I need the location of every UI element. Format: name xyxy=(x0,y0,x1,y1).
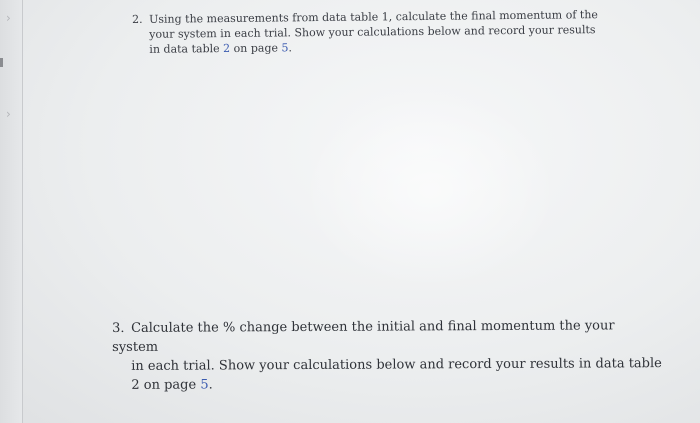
question-3-line-3-prefix: 2 on page xyxy=(131,377,201,393)
question-2-line-3-suffix: . xyxy=(288,41,293,55)
sidebar-strip xyxy=(0,0,23,423)
light-glare xyxy=(300,90,560,290)
question-2-line-3-prefix: in data table xyxy=(149,42,224,56)
page-5-link[interactable]: 5 xyxy=(281,41,289,55)
chevron-right-icon[interactable]: › xyxy=(6,11,11,25)
question-3-line-3 xyxy=(112,373,662,395)
question-2-number: 2. xyxy=(132,12,143,26)
question-3-number: 3. xyxy=(112,320,125,336)
question-3-text-line-2: in each trial. Show your calculations below and record your results in data table xyxy=(131,356,662,374)
data-table-2-link[interactable]: 2 xyxy=(223,41,231,56)
chevron-right-icon[interactable]: › xyxy=(6,107,11,121)
question-2-text-line-2: your system in each trial. Show your calculations below and record your results xyxy=(149,23,596,41)
bookmark-tick-icon xyxy=(0,58,3,67)
question-3-line-1 xyxy=(112,316,662,357)
question-2 xyxy=(132,7,637,57)
question-3-text-line-1: Calculate the % change between the initial and final momentum the your system xyxy=(112,318,615,355)
question-3-line-3-suffix: . xyxy=(208,377,213,393)
question-2-text-line-1: Using the measurements from data table 1, calculate the final momentum of the xyxy=(149,8,598,26)
page-5-link[interactable]: 5 xyxy=(200,377,209,393)
question-3 xyxy=(112,316,662,395)
question-2-line-3-middle: on page xyxy=(230,41,282,55)
